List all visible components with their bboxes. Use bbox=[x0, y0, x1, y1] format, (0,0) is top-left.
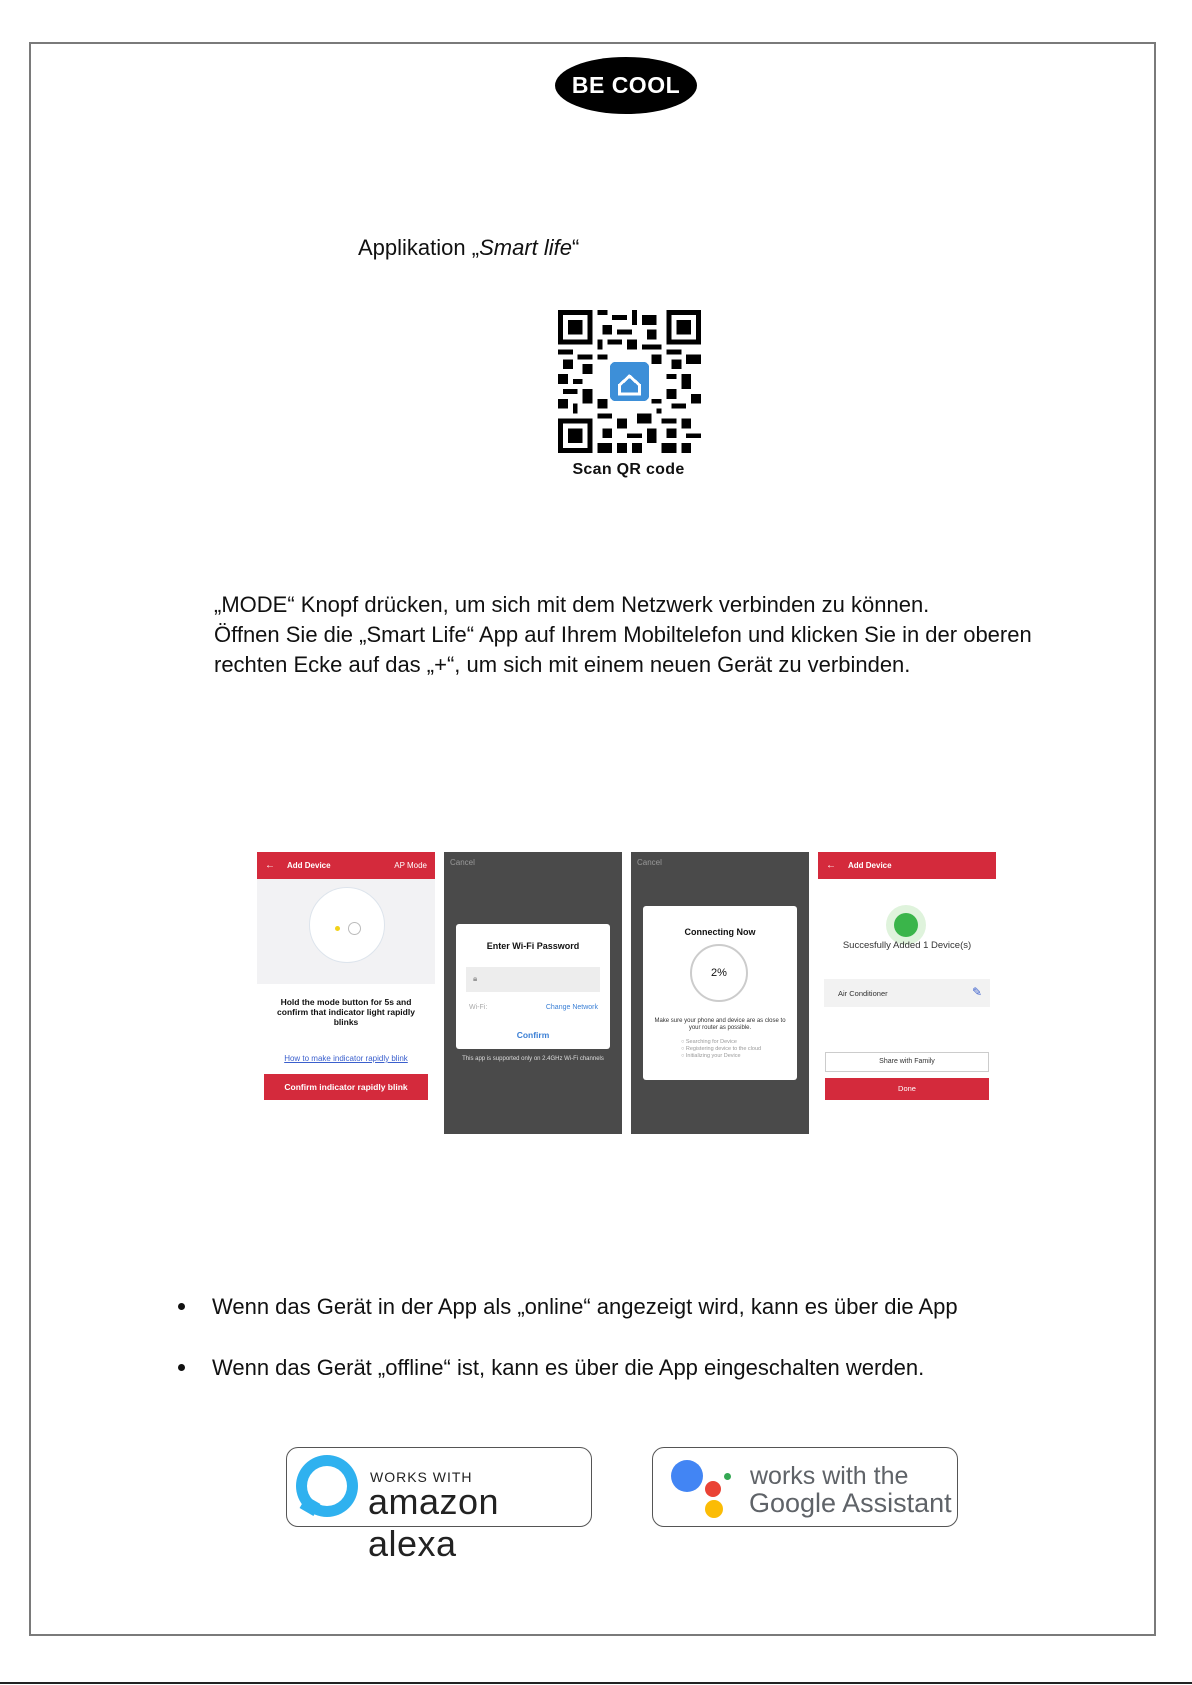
share-family-button[interactable]: Share with Family bbox=[825, 1052, 989, 1072]
screen-title: Add Device bbox=[287, 861, 331, 870]
indicator-light-icon bbox=[335, 926, 340, 931]
done-button[interactable]: Done bbox=[825, 1078, 989, 1100]
alexa-ring-icon bbox=[296, 1455, 358, 1517]
device-name: Air Conditioner bbox=[838, 989, 888, 998]
device-row[interactable] bbox=[824, 979, 990, 1007]
logo-text: BE COOL bbox=[571, 72, 681, 98]
google-dot-yellow-icon bbox=[705, 1500, 723, 1518]
dialog-title: Connecting Now bbox=[684, 927, 756, 937]
cancel-link[interactable]: Cancel bbox=[450, 858, 475, 867]
qr-code-icon[interactable] bbox=[558, 310, 701, 453]
progress-percent: 2% bbox=[711, 967, 727, 979]
bullet-text: Wenn das Gerät in der App als „online“ angezeigt wird, kann es über die App bbox=[212, 1294, 958, 1319]
google-dot-red-icon bbox=[705, 1481, 721, 1497]
google-dot-blue-icon bbox=[671, 1460, 703, 1492]
list-item bbox=[178, 1294, 958, 1320]
screen-connecting bbox=[631, 852, 809, 1134]
be-cool-logo bbox=[555, 57, 697, 114]
alexa-line2: amazon alexa bbox=[368, 1481, 500, 1564]
step-item: ○ Searching for Device bbox=[681, 1039, 737, 1045]
bottom-rule bbox=[0, 1682, 1192, 1684]
instruction-line: „MODE“ Knopf drücken, um sich mit dem Netzwerk verbinden zu können. bbox=[214, 592, 930, 617]
howto-link[interactable]: How to make indicator rapidly blink bbox=[284, 1054, 408, 1063]
bullet-icon bbox=[178, 1303, 185, 1310]
works-with-google-badge bbox=[652, 1447, 958, 1527]
header-bar bbox=[818, 852, 996, 879]
wifi-dialog bbox=[456, 924, 610, 1049]
page-frame bbox=[29, 42, 1156, 1636]
connecting-dialog bbox=[643, 906, 797, 1080]
proximity-tip: Make sure your phone and device are as close to your router as possible. bbox=[654, 1018, 786, 1031]
bullet-icon bbox=[178, 1364, 185, 1371]
device-illustration bbox=[257, 879, 435, 984]
added-message: Succesfully Added 1 Device(s) bbox=[842, 940, 972, 951]
success-icon bbox=[886, 905, 926, 945]
list-item bbox=[178, 1355, 924, 1381]
wifi-label: Wi-Fi: bbox=[469, 1004, 488, 1011]
confirm-button[interactable]: Confirm bbox=[516, 1030, 550, 1040]
instruction-line: rechten Ecke auf das „+“, um sich mit einem neuen Gerät zu verbinden. bbox=[214, 652, 911, 677]
progress-ring bbox=[690, 944, 748, 1002]
dialog-title: Enter Wi-Fi Password bbox=[486, 941, 580, 951]
alexa-line1: WORKS WITH bbox=[370, 1469, 473, 1485]
confirm-blink-button[interactable]: Confirm indicator rapidly blink bbox=[264, 1074, 428, 1100]
connection-steps bbox=[681, 1039, 761, 1060]
cancel-link[interactable]: Cancel bbox=[637, 858, 662, 867]
works-with-alexa-badge bbox=[286, 1447, 592, 1564]
app-title bbox=[358, 235, 579, 261]
device-circle bbox=[309, 887, 385, 963]
instruction-line: Öffnen Sie die „Smart Life“ App auf Ihrem Mobiltelefon und klicken Sie in der oberen bbox=[214, 622, 1032, 647]
wifi-note: This app is supported only on 2.4GHz Wi-Fi channels bbox=[462, 1056, 604, 1062]
edit-pencil-icon[interactable]: ✎ bbox=[971, 985, 982, 999]
header-bar bbox=[257, 852, 435, 879]
app-title-name: Smart life bbox=[479, 235, 572, 260]
back-arrow-icon[interactable]: ← bbox=[826, 860, 836, 871]
password-input[interactable] bbox=[466, 967, 600, 992]
google-line2: Google Assistant bbox=[749, 1488, 952, 1518]
bullet-text: Wenn das Gerät „offline“ ist, kann es über die App eingeschalten werden. bbox=[212, 1355, 925, 1380]
google-line1: works with the bbox=[750, 1462, 909, 1490]
button-ring-icon bbox=[348, 922, 361, 935]
qr-caption: Scan QR code bbox=[572, 461, 685, 478]
change-network-link[interactable]: Change Network bbox=[545, 1004, 598, 1011]
app-title-prefix: Applikation „ bbox=[358, 235, 480, 260]
back-arrow-icon[interactable]: ← bbox=[265, 860, 275, 871]
step-item: ○ Registering device to the cloud bbox=[681, 1046, 762, 1052]
screen-wifi-password bbox=[444, 852, 622, 1134]
instructions bbox=[214, 590, 1134, 680]
ap-mode-link[interactable]: AP Mode bbox=[394, 861, 427, 870]
step-item: ○ Initializing your Device bbox=[681, 1053, 741, 1059]
hold-instruction: Hold the mode button for 5s and confirm that indicator light rapidly blinks bbox=[277, 997, 415, 1027]
screen-add-device bbox=[257, 852, 435, 1134]
app-title-suffix: “ bbox=[572, 235, 580, 260]
screen-title: Add Device bbox=[848, 861, 892, 870]
lock-icon: 🔒︎ bbox=[473, 974, 478, 983]
screen-device-added bbox=[818, 852, 996, 1134]
google-dot-green-icon bbox=[724, 1473, 731, 1480]
